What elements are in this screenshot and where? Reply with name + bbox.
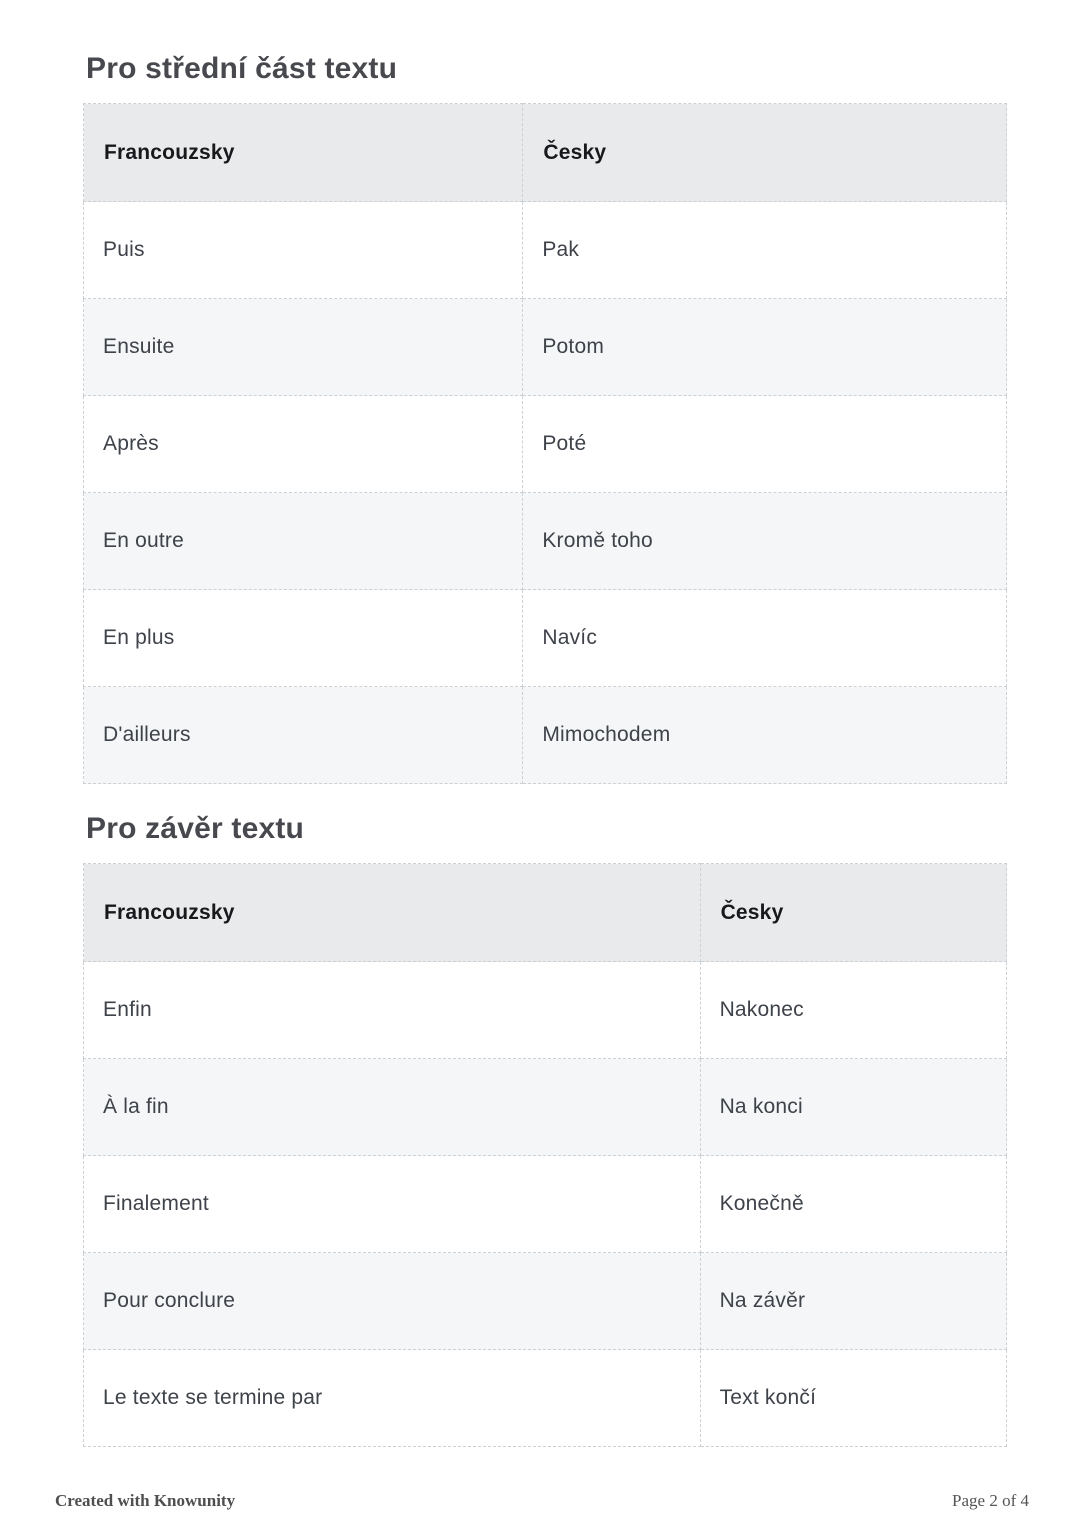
- page-footer: [55, 1491, 1029, 1511]
- cell-french: Puis: [84, 202, 523, 299]
- table-header-row: [84, 104, 1007, 202]
- table-row: [84, 1156, 1007, 1253]
- section-conclusion-of-text: [83, 812, 1007, 1447]
- table-row: [84, 1350, 1007, 1447]
- vocab-table-conclusion: [83, 863, 1007, 1447]
- cell-czech: Pak: [523, 202, 1007, 299]
- cell-czech: Potom: [523, 299, 1007, 396]
- cell-french: Enfin: [84, 962, 701, 1059]
- vocab-table-middle: [83, 103, 1007, 784]
- table-row: [84, 590, 1007, 687]
- footer-branding: Created with Knowunity: [55, 1491, 236, 1510]
- cell-czech: Poté: [523, 396, 1007, 493]
- cell-french: Après: [84, 396, 523, 493]
- section-title: Pro závěr textu: [86, 812, 305, 845]
- table-row: [84, 202, 1007, 299]
- cell-czech: Navíc: [523, 590, 1007, 687]
- cell-czech: Na závěr: [700, 1253, 1006, 1350]
- section-title: Pro střední část textu: [86, 52, 398, 85]
- table-row: [84, 1253, 1007, 1350]
- cell-french: Pour conclure: [84, 1253, 701, 1350]
- cell-czech: Text končí: [700, 1350, 1006, 1447]
- table-row: [84, 687, 1007, 784]
- cell-french: Le texte se termine par: [84, 1350, 701, 1447]
- table-row: [84, 396, 1007, 493]
- section-middle-of-text: [83, 52, 1007, 784]
- cell-czech: Na konci: [700, 1059, 1006, 1156]
- cell-french: En plus: [84, 590, 523, 687]
- cell-czech: Mimochodem: [523, 687, 1007, 784]
- cell-czech: Konečně: [700, 1156, 1006, 1253]
- column-header-french: Francouzsky: [84, 864, 701, 962]
- cell-french: D'ailleurs: [84, 687, 523, 784]
- table-row: [84, 962, 1007, 1059]
- table-row: [84, 299, 1007, 396]
- table-row: [84, 493, 1007, 590]
- cell-french: Finalement: [84, 1156, 701, 1253]
- cell-french: En outre: [84, 493, 523, 590]
- table-row: [84, 1059, 1007, 1156]
- table-header-row: [84, 864, 1007, 962]
- column-header-french: Francouzsky: [84, 104, 523, 202]
- cell-french: À la fin: [84, 1059, 701, 1156]
- cell-czech: Nakonec: [700, 962, 1006, 1059]
- column-header-czech: Česky: [523, 104, 1007, 202]
- footer-page-number: Page 2 of 4: [952, 1491, 1029, 1510]
- cell-czech: Kromě toho: [523, 493, 1007, 590]
- column-header-czech: Česky: [700, 864, 1006, 962]
- cell-french: Ensuite: [84, 299, 523, 396]
